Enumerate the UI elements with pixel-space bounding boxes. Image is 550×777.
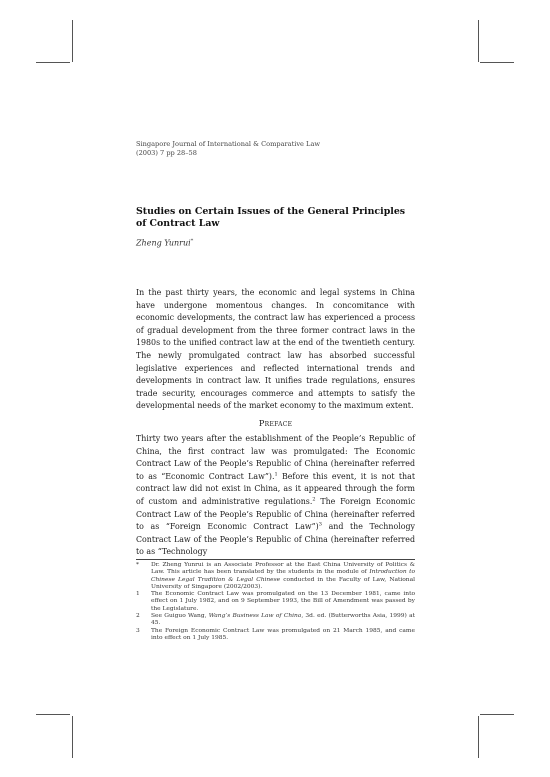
crop-mark [478,716,479,758]
footnote-mark: 1 [136,591,140,598]
footnote-text-part: The Economic Contract Law was promulgated on the 13 December 1981, came into effect on 1 July 1982, and on 9 September 1993, the Bill of Amendment was passed by the Legislature. [151,591,415,612]
crop-mark [36,714,70,715]
footnote-text-tail: conducted in the Faculty of Law, National University of Singapore (2002/2003). [151,576,415,590]
footnote [136,591,415,613]
footnote-text-tail: , 3d. ed. (Butterworths Asia, 1999) at 45. [151,613,415,627]
journal-citation: (2003) 7 pp 28–58 [136,148,197,157]
footnote [136,613,415,628]
footnote-text-part: Dr. Zheng Yunrui is an Associate Professor at the East China University of Politics & Law. This article has been translated by the students in the module of [151,562,415,576]
body-text: The Foreign Economic Contract Law of the People’s Republic of China (hereinafter referred to as “Foreign Economic Contract Law”) [136,496,415,532]
section-heading: Preface [258,418,293,428]
footnote-text [151,628,415,643]
journal-name: Singapore Journal of International & Comparative Law [136,140,321,148]
footnote-text [151,613,415,628]
author-name: Zheng Yunrui [136,238,191,248]
crop-mark [478,20,479,62]
footnote-text [151,591,415,613]
journal-header [136,140,320,157]
abstract: In the past thirty years, the economic and legal systems in China have undergone momentous changes. In concomitance with economic developments, the contract law has experienced a process of gradual development from the three former contract laws in the 1980s to the unified contract law at the end of the twentieth century. The newly promulgated contract law has absorbed successful legislative experiences and reflected international trends and developments in contract law. It unifies trade regulations, ensures trade security, encourages commerce and attempts to satisfy the developmental needs of the market economy to the maximum extent. [136,288,415,411]
crop-mark [72,20,73,62]
body-text: Thirty two years after the establishment of the People’s Republic of China, the first contract law was promulgated: The Economic Contract Law of the People’s Republic of China (hereinafter referred to as “Economic Contract Law”). [136,434,415,481]
footnote-ref: 2 [312,496,316,503]
footnotes [136,562,415,642]
footnote-text [151,562,415,591]
crop-mark [36,62,70,63]
footnote-text-part: The Foreign Economic Contract Law was promulgated on 21 March 1985, and came into effect on 1 July 1985. [151,627,415,641]
footnote-italic: Wang’s Business Law of China [208,613,302,620]
footnote-mark: * [136,562,139,568]
author-footnote-mark: * [190,238,194,244]
footnote-mark: 3 [136,627,140,634]
article-title: Studies on Certain Issues of the General Principles of Contract Law [136,206,406,229]
body-text: and the Technology Contract Law of the People’s Republic of China (hereinafter referred to as “Technology [136,522,415,557]
footnote-divider [136,559,415,560]
footnote-ref: 1 [274,471,278,478]
footnote [136,562,415,591]
body-paragraph [136,433,415,559]
footnote-ref: 3 [318,521,322,528]
crop-mark [72,716,73,758]
crop-mark [480,714,514,715]
footnote-italic: Introduction to Chinese Legal Tradition & Legal Chinese [151,569,416,583]
body-text: Before this event, it is not that contract law did not exist in China, as it appeared through the form of custom and administrative regulations. [136,471,416,506]
crop-mark [480,62,514,63]
footnote [136,628,415,643]
footnote-text-part: See Guiguo Wang, [151,613,209,620]
footnote-mark: 2 [136,613,140,620]
author-line [136,238,193,248]
